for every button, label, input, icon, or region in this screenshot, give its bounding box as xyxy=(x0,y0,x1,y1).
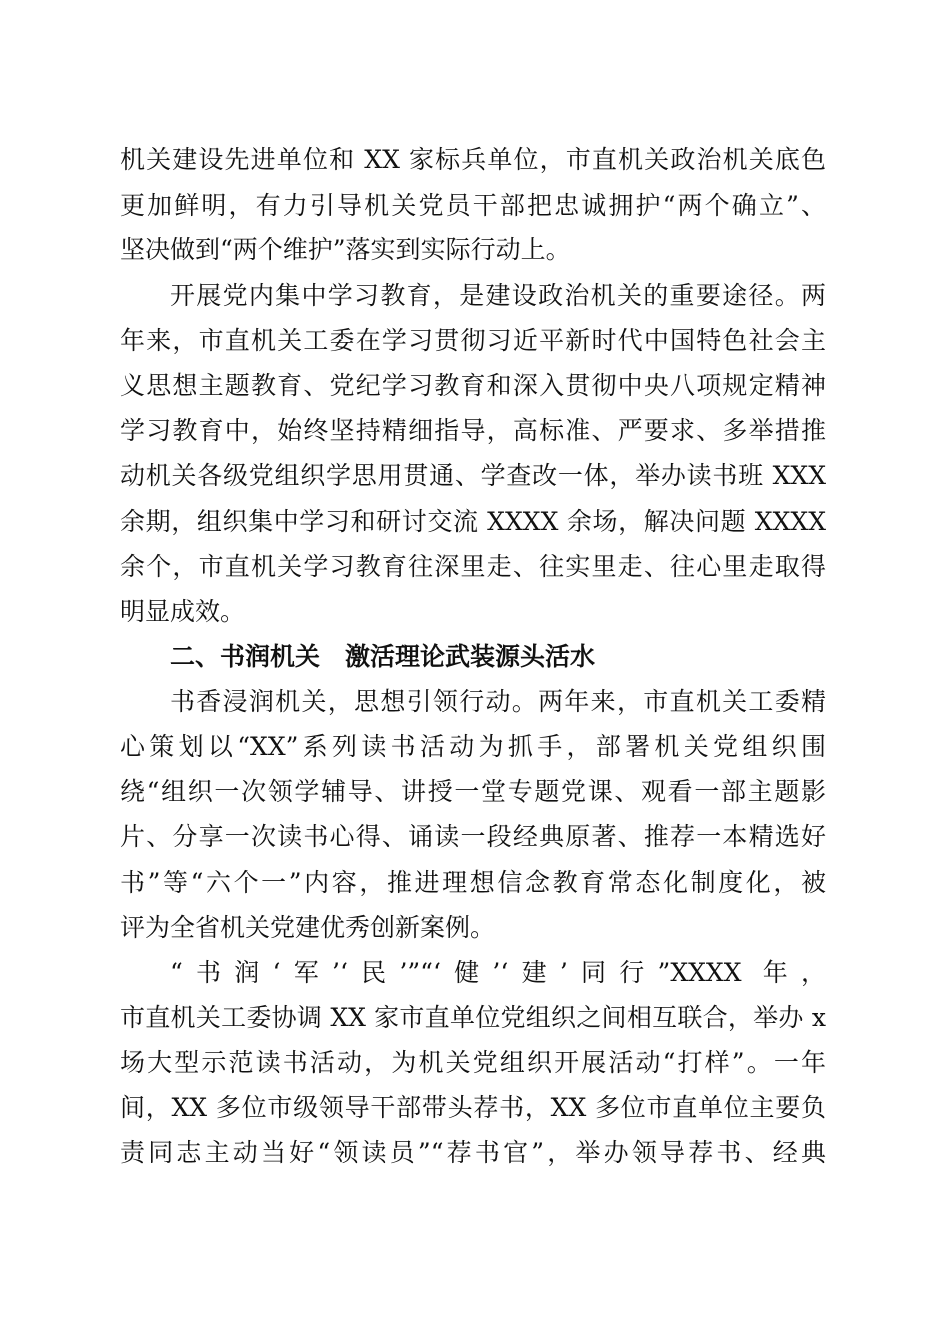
body-text-line: 责同志主动当好“领读员”“荐书官”，举办领导荐书、经典 xyxy=(120,1138,826,1167)
body-text-line: 场大型示范读书活动，为机关党组织开展活动“打样”。一年 xyxy=(120,1048,826,1077)
body-text-line: 余期，组织集中学习和研讨交流 XXXX 余场，解决问题 XXXX xyxy=(120,507,826,536)
body-text-line: 开展党内集中学习教育，是建设政治机关的重要途径。两 xyxy=(170,281,826,310)
section-heading xyxy=(170,637,826,677)
body-text-line: 绕“组织一次领学辅导、讲授一堂专题党课、观看一部主题影 xyxy=(120,777,826,806)
body-text-line: 明显成效。 xyxy=(120,597,246,626)
body-text-line: 评为全省机关党建优秀创新案例。 xyxy=(120,913,496,942)
body-text-line: 书香浸润机关，思想引领行动。两年来，市直机关工委精 xyxy=(170,687,826,716)
section-heading-title: 激活理论武装源头活水 xyxy=(345,642,596,671)
body-text-line: “书润‘军’‘民’”“‘健’‘建’同行”XXXX 年， xyxy=(170,958,826,987)
body-text-line: 更加鲜明，有力引导机关党员干部把忠诚拥护“两个确立”、 xyxy=(120,191,826,220)
body-text-line: 片、分享一次读书心得、诵读一段经典原著、推荐一本精选好 xyxy=(120,822,826,851)
body-text-line: 年来，市直机关工委在学习贯彻习近平新时代中国特色社会主 xyxy=(120,326,826,355)
body-text-line: 市直机关工委协调 XX 家市直单位党组织之间相互联合，举办 x xyxy=(120,1003,826,1032)
body-text-line: 心策划以“XX”系列读书活动为抓手，部署机关党组织围 xyxy=(120,732,826,761)
body-text-line: 学习教育中，始终坚持精细指导，高标准、严要求、多举措推 xyxy=(120,416,826,445)
body-text-line: 动机关各级党组织学思用贯通、学查改一体，举办读书班 XXX xyxy=(120,461,826,490)
body-text-line: 间，XX 多位市级领导干部带头荐书，XX 多位市直单位主要负 xyxy=(120,1093,826,1122)
body-text-line: 机关建设先进单位和 XX 家标兵单位，市直机关政治机关底色 xyxy=(120,145,826,174)
body-text-line: 坚决做到“两个维护”落实到实际行动上。 xyxy=(120,235,571,264)
body-text-line: 义思想主题教育、党纪学习教育和深入贯彻中央八项规定精神 xyxy=(120,371,826,400)
body-text-line: 书”等“六个一”内容，推进理想信念教育常态化制度化，被 xyxy=(120,868,826,897)
body-text-line: 余个，市直机关学习教育往深里走、往实里走、往心里走取得 xyxy=(120,552,826,581)
section-heading-number: 二、书润机关 xyxy=(170,642,321,671)
